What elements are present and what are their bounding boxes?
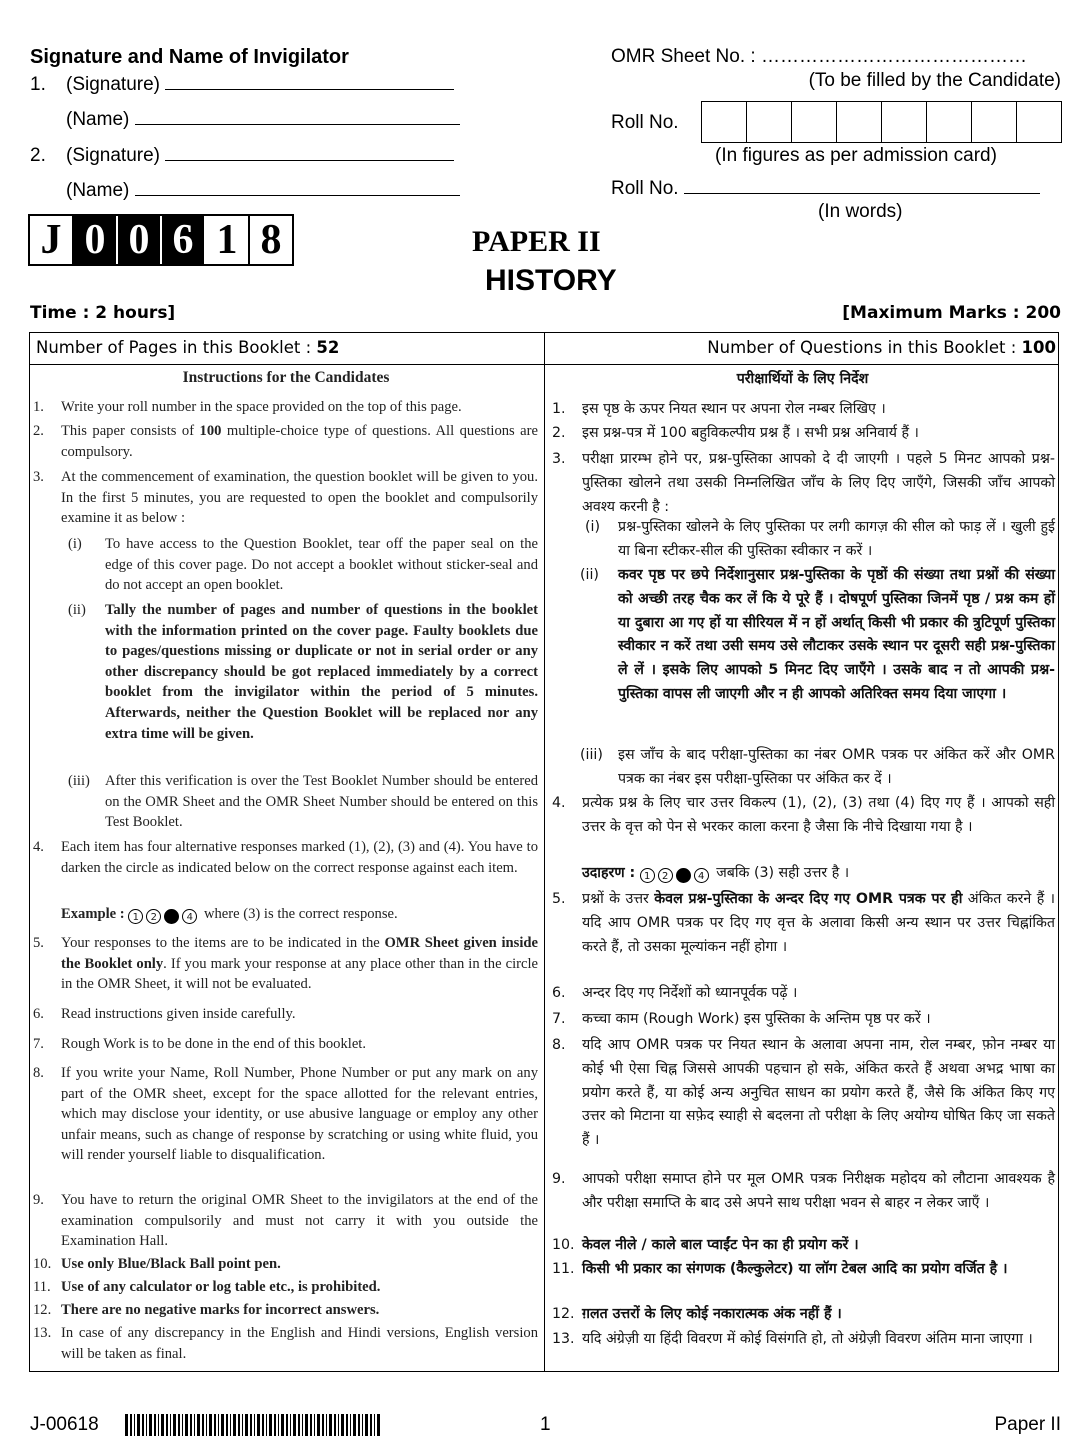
instruction-7: Rough Work is to be done in the end of this booklet.: [61, 1036, 366, 1052]
instruction-13: In case of any discrepancy in the English and Hindi versions, English version will be taken as final.: [61, 1325, 538, 1362]
option-circle-1: 1: [128, 909, 143, 924]
code-char: 0: [118, 216, 162, 264]
invigilator-signature-2[interactable]: 2. (Signature): [30, 144, 454, 167]
instruction-4: Each item has four alternative responses marked (1), (2), (3) and (4). You have to darken the circle as indicated below on the correct response against each item.: [61, 839, 538, 876]
subject-title: HISTORY: [485, 264, 617, 297]
example-row: Example : 1 2 3 4 where (3) is the correct response.: [61, 906, 398, 923]
hindi-instruction-1: इस पृष्ठ के ऊपर नियत स्थान पर अपना रोल नम्बर लिखिए ।: [582, 401, 886, 417]
code-char: 6: [162, 216, 206, 264]
omr-note: (To be filled by the Candidate): [808, 70, 1061, 91]
hindi-instruction-13: यदि अंग्रेज़ी या हिंदी विवरण में कोई विसंगति हो, तो अंग्रेज़ी विवरण अंतिम माना जाएगा ।: [582, 1331, 1033, 1347]
hindi-instruction-2: इस प्रश्न-पत्र में 100 बहुविकल्पीय प्रश्न हैं । सभी प्रश्न अनिवार्य हैं ।: [582, 425, 919, 441]
instruction-8: If you write your Name, Roll Number, Phone Number or put any mark on any part of the OMR sheet, except for the space allotted for the relevant entries, which may disclose your identity, or use abusive language or employ any other unfair means, such as change of response by scratching or using white fluid, you will render yourself liable to disqualification.: [61, 1065, 538, 1164]
footer-paper: Paper II: [994, 1414, 1061, 1435]
hindi-instruction-10: केवल नीले / काले बाल प्वाईंट पेन का ही प्रयोग करें ।: [582, 1237, 859, 1253]
hindi-instruction-3-ii: कवर पृष्ठ पर छपे निर्देशानुसार प्रश्न-पुस्तिका के पृष्ठों की संख्या तथा प्रश्नों की संख्या को अच्छी तरह चैक कर लें कि ये पूरे हैं । दोषपूर्ण पुस्तिका जिनमें पृष्ठ / प्रश्न कम हों या दुबारा आ गए हों या सीरियल में न हों अर्थात् किसी भी प्रकार की त्रुटिपूर्ण पुस्तिका स्वीकार न करें तथा उसी समय उसे लौटाकर उसके स्थान पर दूसरी सही प्रश्न-पुस्तिका ले लें । इसके लिए आपको 5 मिनट दिए जाएँगे । उसके बाद न तो आपकी प्रश्न-पुस्तिका वापस ली जाएगी और न ही आपको अतिरिक्त समय दिया जाएगा ।: [618, 567, 1055, 702]
roll-words-note: (In words): [818, 201, 903, 222]
instruction-3-iii: After this verification is over the Test Booklet Number should be entered on the OMR Sheet and the OMR Sheet Number should be entered on this Test Booklet.: [105, 773, 538, 831]
hindi-instruction-5: प्रश्नों के उत्तर केवल प्रश्न-पुस्तिका के अन्दर दिए गए OMR पत्रक पर ही अंकित करने हैं । यदि आप OMR पत्रक पर दिए गए वृत्त के अलावा किसी अन्य स्थान पर उत्तर चिह्नांकित करते हैं, तो उसका मूल्यांकन नहीं होगा ।: [582, 891, 1056, 955]
english-heading: Instructions for the Candidates: [182, 369, 390, 386]
footer-code: J-00618: [30, 1414, 99, 1435]
hindi-instruction-4: प्रत्येक प्रश्न के लिए चार उत्तर विकल्प (1), (2), (3) तथा (4) दिए गए हैं । आपको सही उत्तर के वृत्त को पेन से भरकर काला करना है जैसा कि नीचे दिखाया गया है ।: [582, 795, 1055, 835]
name-line: [135, 108, 460, 125]
pages-count: Number of Pages in this Booklet : 52: [36, 338, 340, 357]
instruction-12: There are no negative marks for incorrect answers.: [61, 1302, 380, 1318]
omr-sheet-number[interactable]: OMR Sheet No. : ……………………………………: [611, 46, 1027, 67]
roll-number-label: Roll No.: [611, 112, 679, 133]
page-number: 1: [540, 1414, 551, 1435]
instruction-2: This paper consists of 100 multiple-choice type of questions. All questions are compulsory.: [61, 423, 538, 460]
instruction-9: You have to return the original OMR Sheet to the invigilators at the end of the examination compulsorily and must not carry it with you outside the Examination Hall.: [61, 1192, 538, 1250]
option-circle-4: 4: [182, 909, 197, 924]
option-circle-3-filled: 3: [676, 868, 691, 883]
hindi-instructions: परीक्षार्थियों के लिए निर्देश 1. इस पृष्ठ के ऊपर नियत स्थान पर अपना रोल नम्बर लिखिए । 2. इस प्रश्न-पत्र में 100 बहुविकल्पीय प्रश्न हैं । सभी प्रश्न अनिवार्य हैं । 3. परीक्षा प्रारम्भ होने पर, प्रश्न-पुस्तिका आपको दे दी जाएगी । पहले 5 मिनट आपको प्रश्न-पुस्तिका खोलने तथा उसकी निम्नलिखित जाँच के लिए दिए जाएँगे, जिसकी जाँच आपको अवश्य करनी है : (i) प्रश्न-पुस्तिका खोलने के लिए पुस्तिका पर लगी कागज़ की सील को फाड़ लें । खुली हुई या बिना स्टीकर-सील की पुस्तिका स्वीकार न करें । (ii) कवर पृष्ठ पर छपे निर्देशानुसार प्रश्न-पुस्तिका के पृष्ठों की संख्या तथा प्रश्नों की संख्या को अच्छी तरह चैक कर लें कि ये पूरे हैं । दोषपूर्ण पुस्तिका जिनमें पृष्ठ / प्रश्न कम हों या दुबारा आ गए हों या सीरियल में न हों अर्थात् किसी भी प्रकार की त्रुटिपूर्ण पुस्तिका स्वीकार न करें तथा उसी समय उसे लौटाकर उसके स्थान पर दूसरी सही प्रश्न-पुस्तिका ले लें । इसके लिए आपको 5 मिनट दिए जाएँगे । उसके बाद न तो आपकी प्रश्न-पुस्तिका वापस ली जाएगी और न ही आपको अतिरिक्त समय दिया जाएगा । (iii) इस जाँच के बाद परीक्षा-पुस्तिका का नंबर OMR पत्रक पर अंकित करें और OMR पत्रक का नंबर इस परीक्षा-पुस्तिका पर अंकित कर दें । 4. प्रत्येक प्रश्न के लिए चार उत्तर विकल्प (1), (2), (3) तथा (4) दिए गए हैं । आपको सही उत्तर के वृत्त को पेन से भरकर काला करना है जैसा कि नीचे दिखाया गया है । उदाहरण : 1 2 3 4 जबकि (3) सही उत्तर है । 5. प्रश्नों के उत्तर केवल प्रश्न-पुस्तिका के अन्दर दिए गए OMR पत्रक पर ही अंकित करने हैं । यदि आप OMR पत्रक पर दिए गए वृत्त के अलावा किसी अन्य स्थान पर उत्तर चिह्नांकित करते हैं, तो उसका मूल्यांकन नहीं होगा । 6. अन्दर दिए गए निर्देशों को ध्यानपूर्वक पढ़ें । 7. कच्चा काम (Rough Work) इस पुस्तिका के अन्तिम पृष्ठ पर करें । 8. यदि आप OMR पत्रक पर नियत स्थान के अलावा अपना नाम, रोल नम्बर, फ़ोन नम्बर या कोई भी ऐसा चिह्न जिससे आपकी पहचान हो सके, अंकित करते हैं अथवा अभद्र भाषा का प्रयोग करते हैं, या कोई अन्य अनुचित साधन का प्रयोग करते हैं, जैसे कि अंकित किए गए उत्तर को मिटाना या सफ़ेद स्याही से बदलना तो परीक्षा के लिए अयोग्य घोषित किए जा सकते हैं । 9. आपको परीक्षा समाप्त होने पर मूल OMR पत्रक निरीक्षक महोदय को लौटाना आवश्यक है और परीक्षा समाप्ति के बाद उसे अपने साथ परीक्षा भवन से बाहर न लेकर जाएँ । 10. केवल नीले / काले बाल प्वाईंट पेन का ही प्रयोग करें । 11. किसी भी प्रकार का संगणक (कैल्कुलेटर) या लॉग टेबल आदि का प्रयोग वर्जित है । 12. ग़लत उत्तरों के लिए कोई नकारात्मक अंक नहीं हैं । 13. यदि अंग्रेज़ी या हिंदी विवरण में कोई विसंगति हो, तो अंग्रेज़ी विवरण अंतिम माना जाएगा ।: [550, 368, 1055, 1368]
roll-number-note: (In figures as per admission card): [715, 145, 997, 166]
invigilator-signature-1[interactable]: 1. (Signature): [30, 73, 454, 96]
option-circle-2: 2: [146, 909, 161, 924]
instruction-10: Use only Blue/Black Ball point pen.: [61, 1256, 281, 1272]
questions-count: Number of Questions in this Booklet : 100: [707, 338, 1056, 357]
roll-number-words[interactable]: Roll No.: [611, 177, 1040, 200]
paper-title: PAPER II: [472, 225, 601, 258]
hindi-instruction-12: ग़लत उत्तरों के लिए कोई नकारात्मक अंक नहीं हैं ।: [582, 1306, 842, 1322]
code-char: 0: [74, 216, 118, 264]
instruction-3: At the commencement of examination, the question booklet will be given to you. In the first 5 minutes, you are requested to open the booklet and compulsorily examine it as below :: [61, 469, 538, 527]
instruction-5: Your responses to the items are to be indicated in the OMR Sheet given inside the Booklet only. If you mark your response at any place other than in the circle in the OMR Sheet, it will not be evaluated.: [61, 935, 539, 993]
instruction-3-i: To have access to the Question Booklet, tear off the paper seal on the edge of this cover page. Do not accept a booklet without sticker-seal and do not accept an open booklet.: [105, 536, 538, 594]
hindi-heading: परीक्षार्थियों के लिए निर्देश: [736, 371, 869, 387]
english-instructions: Instructions for the Candidates 1. Write your roll number in the space provided on the top of this page. 2. This paper consists of 100 multiple-choice type of questions. All questions are compulsory. 3. At the commencement of examination, the question booklet will be given to you. In the first 5 minutes, you are requested to open the booklet and compulsorily examine it as below : (i) To have access to the Question Booklet, tear off the paper seal on the edge of this cover page. Do not accept a booklet without sticker-seal and do not accept an open booklet. (ii) Tally the number of pages and number of questions in the booklet with the information printed on the cover page. Faulty booklets due to pages/questions missing or duplicate or not in serial order or any other discrepancy should be got replaced immediately by a correct booklet from the invigilator within the period of 5 minutes. Afterwards, neither the Question Booklet will be replaced nor any extra time will be given. (iii) After this verification is over the Test Booklet Number should be entered on the OMR Sheet and the OMR Sheet Number should be entered on this Test Booklet. 4. Each item has four alternative responses marked (1), (2), (3) and (4). You have to darken the circle as indicated below on the correct response against each item. Example : 1 2 3 4 where (3) is the correct response. 5. Your responses to the items are to be indicated in the OMR Sheet given inside the Booklet only. If you mark your response at any place other than in the circle in the OMR Sheet, it will not be evaluated. 6. Read instructions given inside carefully. 7. Rough Work is to be done in the end of this booklet. 8. If you write your Name, Roll Number, Phone Number or put any mark on any part of the OMR sheet, except for the space allotted for the relevant entries, which may disclose your identity, or use abusive language or employ any other unfair means, such as change of response by scratching or using white fluid, you will render yourself liable to disqualification. 9. You have to return the original OMR Sheet to the invigilators at the end of the examination compulsorily and must not carry it with you outside the Examination Hall. 10. Use only Blue/Black Ball point pen. 11. Use of any calculator or log table etc., is prohibited. 12. There are no negative marks for incorrect answers. 13. In case of any discrepancy in the English and Hindi versions, English version will be taken as final.: [33, 368, 539, 1368]
roll-number-boxes[interactable]: [701, 101, 1062, 143]
booklet-code: [28, 214, 294, 266]
instruction-1: Write your roll number in the space provided on the top of this page.: [61, 399, 462, 415]
option-circle-2: 2: [658, 868, 673, 883]
hindi-instruction-8: यदि आप OMR पत्रक पर नियत स्थान के अलावा अपना नाम, रोल नम्बर, फ़ोन नम्बर या कोई भी ऐसा चिह्न जिससे आपकी पहचान हो सके, अंकित करते हैं अथवा अभद्र भाषा का प्रयोग करते हैं, या कोई अन्य अनुचित साधन का प्रयोग करते हैं, जैसे कि अंकित किए गए उत्तर को मिटाना या सफ़ेद स्याही से बदलना तो परीक्षा के लिए अयोग्य घोषित किए जा सकते हैं ।: [582, 1037, 1055, 1149]
signature-line: [165, 144, 454, 161]
option-circle-4: 4: [694, 868, 709, 883]
column-divider: [544, 332, 545, 1372]
invigilator-name-1[interactable]: (Name): [30, 108, 460, 131]
name-line: [135, 179, 460, 196]
code-char: 8: [260, 217, 282, 263]
code-char: J: [30, 216, 74, 264]
hindi-instruction-3: परीक्षा प्रारम्भ होने पर, प्रश्न-पुस्तिका आपको दे दी जाएगी । पहले 5 मिनट आपको प्रश्न-पुस्तिका खोलने तथा उसकी निम्नलिखित जाँच के लिए दिए जाएँगे, जिसकी जाँच आपको अवश्य करनी है :: [582, 451, 1055, 515]
hindi-instruction-7: कच्चा काम (Rough Work) इस पुस्तिका के अन्तिम पृष्ठ पर करें ।: [582, 1011, 931, 1027]
hindi-instruction-3-i: प्रश्न-पुस्तिका खोलने के लिए पुस्तिका पर लगी कागज़ की सील को फाड़ लें । खुली हुई या बिना स्टीकर-सील की पुस्तिका स्वीकार न करें ।: [618, 519, 1055, 559]
hindi-example-row: उदाहरण : 1 2 3 4 जबकि (3) सही उत्तर है ।: [582, 865, 850, 882]
instruction-6: Read instructions given inside carefully.: [61, 1006, 296, 1022]
barcode-icon: [125, 1414, 383, 1436]
time-label: Time : 2 hours]: [30, 303, 176, 323]
signature-line: [165, 73, 454, 90]
instruction-11: Use of any calculator or log table etc., is prohibited.: [61, 1279, 381, 1295]
invigilator-name-2[interactable]: (Name): [30, 179, 460, 202]
max-marks: [Maximum Marks : 200: [842, 303, 1061, 323]
invigilator-title: Signature and Name of Invigilator: [30, 46, 349, 68]
hindi-instruction-11: किसी भी प्रकार का संगणक (कैल्कुलेटर) या लॉग टेबल आदि का प्रयोग वर्जित है ।: [582, 1261, 1008, 1277]
option-circle-3-filled: 3: [164, 909, 179, 924]
instruction-3-ii: Tally the number of pages and number of questions in the booklet with the information printed on the cover page. Faulty booklets due to pages/questions missing or duplicate or not in serial order or any other discrepancy should be got replaced immediately by a correct booklet from the invigilator within the period of 5 minutes. Afterwards, neither the Question Booklet will be replaced nor any extra time will be given.: [105, 602, 538, 742]
code-char: 1: [206, 216, 250, 264]
hindi-instruction-9: आपको परीक्षा समाप्त होने पर मूल OMR पत्रक निरीक्षक महोदय को लौटाना आवश्यक है और परीक्षा समाप्ति के बाद उसे अपने साथ परीक्षा भवन से बाहर न लेकर जाएँ ।: [582, 1171, 1055, 1211]
option-circle-1: 1: [640, 868, 655, 883]
hindi-instruction-6: अन्दर दिए गए निर्देशों को ध्यानपूर्वक पढ़ें ।: [582, 985, 798, 1001]
hindi-instruction-3-iii: इस जाँच के बाद परीक्षा-पुस्तिका का नंबर OMR पत्रक पर अंकित करें और OMR पत्रक का नंबर इस परीक्षा-पुस्तिका पर अंकित कर दें ।: [618, 747, 1055, 787]
